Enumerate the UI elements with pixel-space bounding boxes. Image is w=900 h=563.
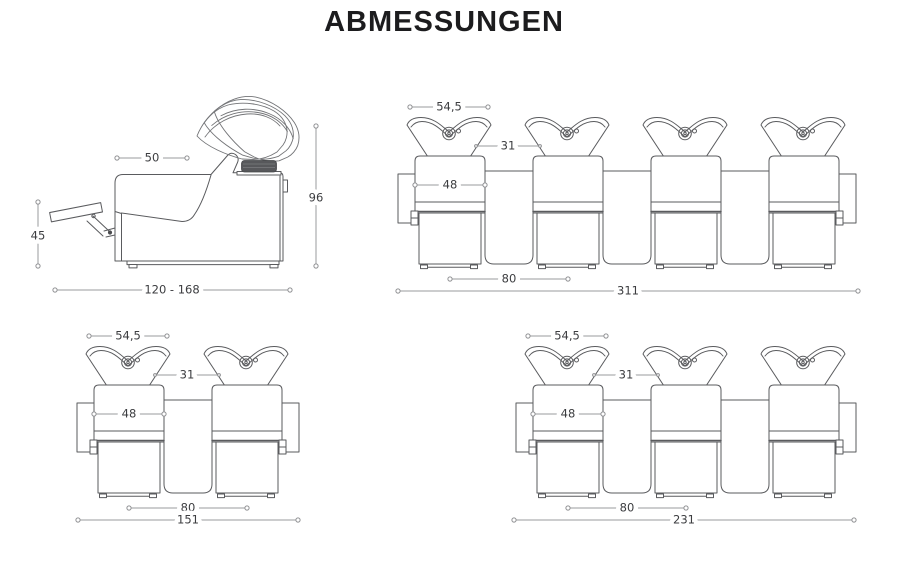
seat-unit: [204, 347, 288, 498]
dim-seat-pitch: [448, 272, 570, 286]
dim-headrest-distance: [115, 151, 189, 165]
connector-panel: [721, 400, 769, 493]
dim-basin-gap: [154, 368, 221, 382]
seat-unit: [407, 118, 491, 269]
dim-basin-gap-label: 31: [179, 367, 195, 382]
page-title: ABMESSUNGEN: [324, 6, 564, 38]
connector-panel: [721, 171, 769, 264]
seat-unit: [761, 118, 845, 269]
dim-basin-width: [87, 329, 169, 343]
footrest: [50, 203, 115, 237]
dim-length-range: [53, 283, 292, 297]
dim-footrest-height-label: 45: [30, 228, 46, 243]
headrest-pad: [237, 161, 281, 176]
dim-total-width: [396, 284, 860, 298]
side-panel-left: [516, 403, 536, 454]
dim-length-range-label: 120 - 168: [144, 282, 200, 297]
dim-basin-width-label: 54,5: [554, 328, 580, 343]
connector-panel: [603, 400, 651, 493]
front-view-2-seats: [76, 329, 300, 527]
side-panel-left: [77, 403, 97, 454]
dim-footrest-height: [31, 200, 46, 268]
dim-basin-width-label: 54,5: [436, 99, 462, 114]
side-panel-right: [836, 174, 856, 225]
dim-basin-width: [526, 329, 608, 343]
seat-unit: [525, 118, 609, 269]
dim-basin-width: [408, 100, 490, 114]
dim-total-width: [512, 513, 856, 527]
dim-headrest-distance-label: 50: [144, 150, 160, 165]
dim-basin-gap-label: 31: [500, 138, 516, 153]
dim-total-width: [76, 513, 300, 527]
front-view-4-seats: [396, 100, 860, 298]
front-view-3-seats: [512, 329, 856, 527]
seat-unit: [525, 347, 609, 498]
dim-basin-width-label: 54,5: [115, 328, 141, 343]
dim-seat-pitch-label: 80: [180, 500, 196, 515]
side-view-diagram: [31, 82, 324, 297]
dim-total-width-label: 231: [673, 512, 695, 527]
tilting-basin-fan: [197, 82, 310, 172]
dim-seat-pitch: [566, 501, 688, 515]
connector-panel: [164, 400, 212, 493]
side-panel-right: [279, 403, 299, 454]
dim-basin-gap-label: 31: [618, 367, 634, 382]
dim-total-width-label: 311: [617, 283, 639, 298]
dim-total-height: [309, 124, 324, 268]
seat-unit: [761, 347, 845, 498]
dim-total-height-label: 96: [308, 190, 324, 205]
connector-panel: [485, 171, 533, 264]
seat-unit: [643, 118, 727, 269]
side-panel-right: [836, 403, 856, 454]
dim-basin-gap: [475, 139, 542, 153]
dim-total-width-label: 151: [177, 512, 199, 527]
dim-basin-gap: [593, 368, 660, 382]
dim-seat-width-label: 48: [442, 177, 458, 192]
seat-unit: [86, 347, 170, 498]
connector-panel: [603, 171, 651, 264]
dim-seat-width-label: 48: [560, 406, 576, 421]
dim-seat-width-label: 48: [121, 406, 137, 421]
seat-unit: [643, 347, 727, 498]
dim-seat-pitch-label: 80: [501, 271, 517, 286]
side-panel-left: [398, 174, 418, 225]
dim-seat-pitch-label: 80: [619, 500, 635, 515]
